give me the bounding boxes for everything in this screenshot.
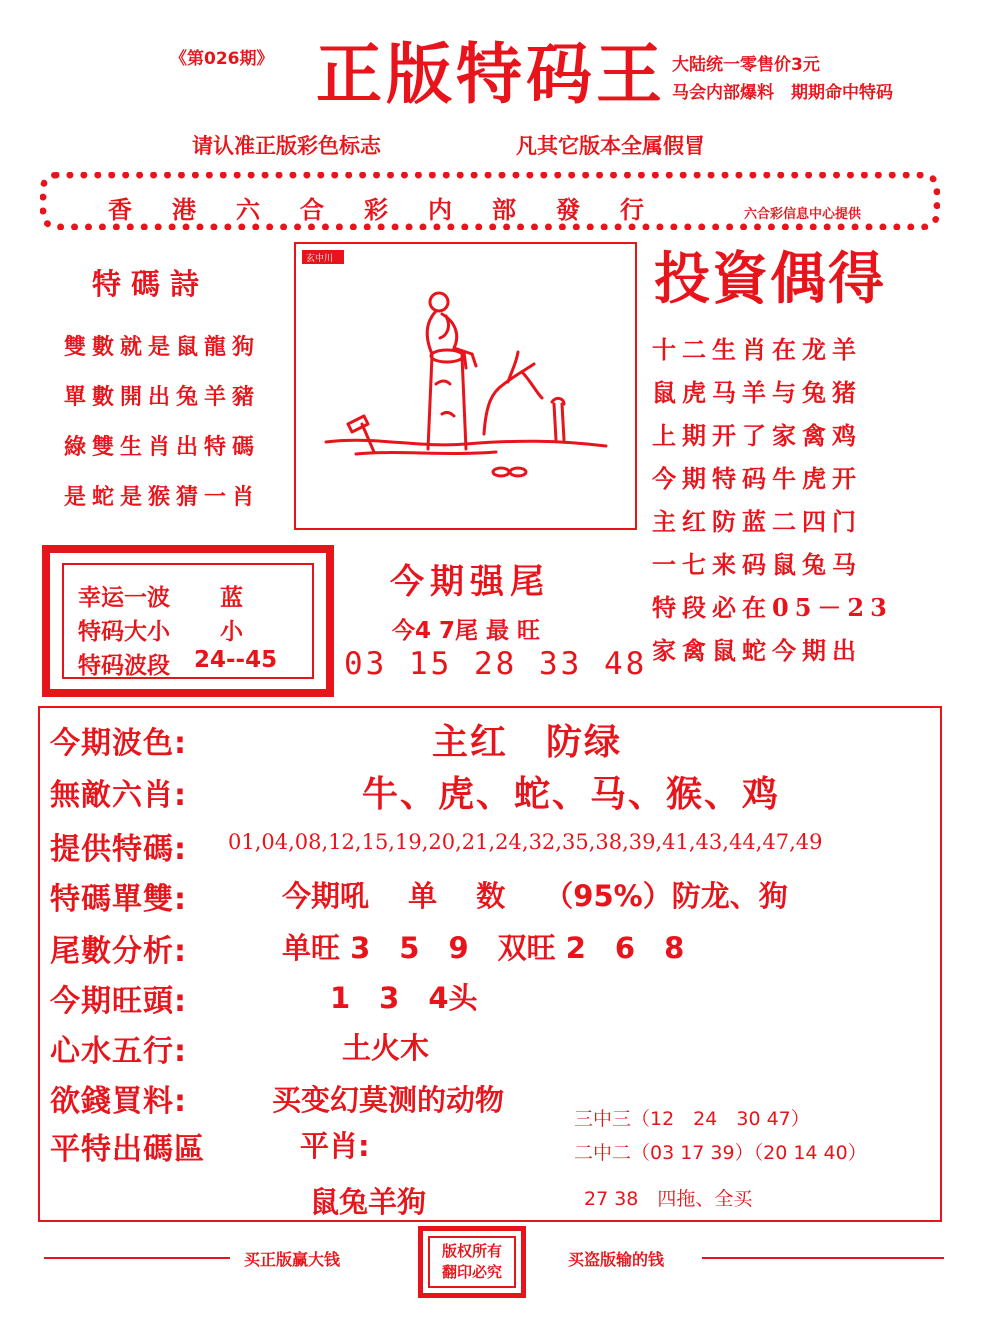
special-code-value: 01,04,08,12,15,19,20,21,24,32,35,38,39,41,43,44,47,49 <box>228 830 823 854</box>
poem-line: 雙數就是鼠龍狗 <box>64 334 261 360</box>
invest-title: 投資偶得 <box>654 247 886 312</box>
element-value: 土火木 <box>342 1031 430 1065</box>
price-line: 大陆统一零售价3元 <box>672 55 820 75</box>
buy-label: 欲錢買料: <box>50 1084 187 1119</box>
lucky-value: 小 <box>220 619 243 645</box>
invest-line: 十二生肖在龙羊 <box>652 335 862 364</box>
invest-line: 今期特码牛虎开 <box>652 464 862 493</box>
tail-analysis-label: 尾數分析: <box>50 934 187 969</box>
invest-line: 上期开了家禽鸡 <box>652 421 862 450</box>
lucky-label: 特码波段 <box>78 653 170 679</box>
footer-right-rule <box>702 1257 944 1259</box>
strong-tail-subtitle: 今4 7尾 最 旺 <box>392 618 541 644</box>
page-title: 正版特码王 <box>316 36 666 113</box>
lucky-label: 特码大小 <box>78 619 170 645</box>
head-label: 今期旺頭: <box>50 984 187 1019</box>
illustration-frame <box>294 242 637 530</box>
fake-warning: 凡其它版本全属假冒 <box>516 134 705 158</box>
invest-line: 鼠虎马羊与兔猪 <box>652 378 862 407</box>
lucky-inner-frame <box>62 563 314 679</box>
lucky-value: 蓝 <box>220 585 243 611</box>
lucky-box <box>42 545 334 697</box>
odd-even-label: 特碼單雙: <box>50 882 187 917</box>
poem-line: 是蛇是猴猜一肖 <box>64 484 261 510</box>
six-zodiac-value: 牛、虎、蛇、马、猴、鸡 <box>362 774 781 815</box>
invest-line: 特段必在05－23 <box>652 593 893 622</box>
slogan-line: 马会内部爆料 期期命中特码 <box>672 83 893 103</box>
odd-even-value: 今期吼 单 数 （95%）防龙、狗 <box>282 879 788 913</box>
strong-tail-title: 今期强尾 <box>390 562 550 602</box>
flat-sub-label: 平肖: <box>300 1129 370 1163</box>
tail-analysis-value: 单旺 3 5 9 双旺 2 6 8 <box>282 931 685 965</box>
lucky-row <box>78 613 243 646</box>
flat-zone-label: 平特出碼區 <box>50 1132 205 1167</box>
six-zodiac-label: 無敵六肖: <box>50 778 187 813</box>
footer-left-text: 买正版赢大钱 <box>244 1250 341 1269</box>
lucky-row <box>78 647 278 680</box>
wave-value: 主红 防绿 <box>432 722 623 763</box>
combo-three: 三中三（12 24 30 47） <box>574 1108 810 1130</box>
copyright-line: 翻印必究 <box>441 1263 502 1281</box>
banner-provider: 六合彩信息中心提供 <box>744 207 862 222</box>
combo-two: 二中二（03 17 39）（20 14 40） <box>574 1142 867 1164</box>
invest-line: 一七来码鼠兔马 <box>652 550 862 579</box>
footer-right-text: 买盗版输的钱 <box>568 1250 665 1269</box>
invest-line: 主红防蓝二四门 <box>652 507 862 536</box>
stamp-text: 玄中川 <box>306 254 334 264</box>
lucky-value: 24--45 <box>194 647 278 673</box>
head-value: 1 3 4头 <box>330 981 478 1015</box>
element-label: 心水五行: <box>50 1034 187 1069</box>
copyright-inner <box>428 1236 516 1288</box>
poem-title: 特碼詩 <box>92 267 210 301</box>
buy-value: 买变幻莫测的动物 <box>272 1083 505 1117</box>
combo-extra: 27 38 四拖、全买 <box>584 1188 753 1210</box>
special-code-label: 提供特碼: <box>50 832 187 867</box>
recognize-notice: 请认准正版彩色标志 <box>192 134 381 158</box>
flat-value: 鼠兔羊狗 <box>310 1185 427 1219</box>
banner-text: 香港六合彩内部發行 <box>108 195 684 224</box>
wave-label: 今期波色: <box>50 726 187 761</box>
copyright-box <box>418 1226 526 1298</box>
lucky-label: 幸运一波 <box>78 585 170 611</box>
invest-line: 家禽鼠蛇今期出 <box>652 636 862 665</box>
copyright-line: 版权所有 <box>441 1242 502 1260</box>
issue-number: 《第026期》 <box>170 49 274 69</box>
lucky-row <box>78 579 243 612</box>
poem-line: 綠雙生肖出特碼 <box>64 434 261 460</box>
thinker-illustration <box>296 244 635 528</box>
footer-left-rule <box>44 1257 230 1259</box>
poem-line: 單數開出兔羊豬 <box>64 384 261 410</box>
strong-tail-numbers: 03 15 28 33 48 <box>344 646 648 682</box>
